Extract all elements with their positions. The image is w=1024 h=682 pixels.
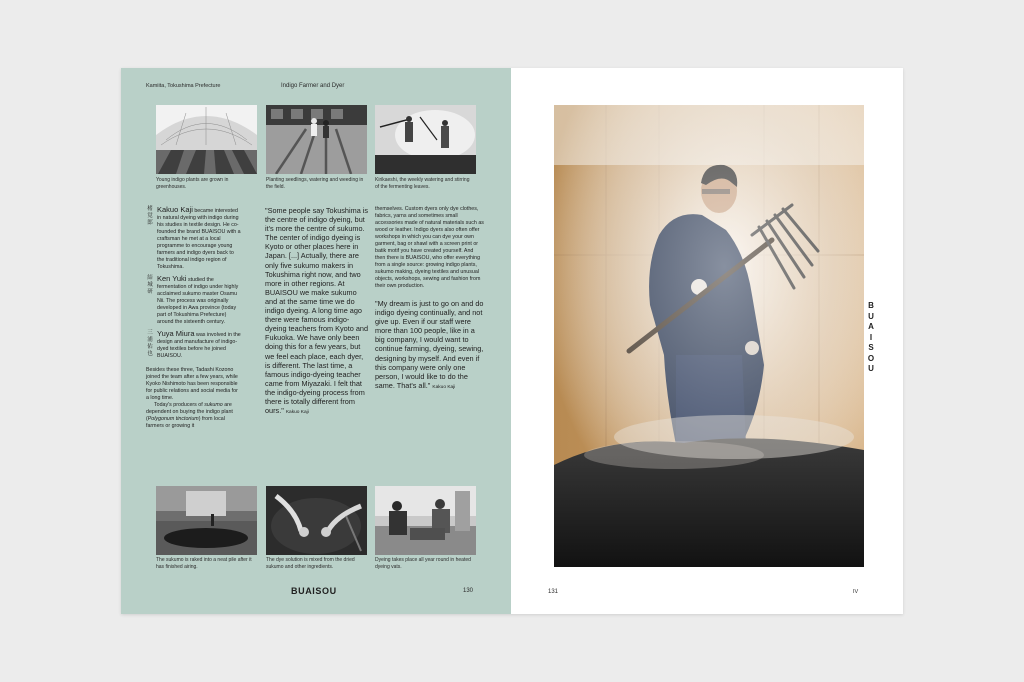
text-column-3 bbox=[375, 206, 485, 392]
caption-field-planting: Planting seedlings, watering and weeding in the field. bbox=[266, 177, 364, 190]
field-planting-photo bbox=[266, 105, 367, 174]
dyeing-vats-photo bbox=[375, 486, 476, 555]
caption-kirikaeshi: Kirikaeshi, the weekly watering and stirring of the fermenting leaves. bbox=[375, 177, 470, 190]
bio-name: Kakuo Kaji bbox=[157, 205, 193, 214]
running-head-location: Kamiita, Tokushima Prefecture bbox=[146, 83, 221, 89]
bio-ken-yuki bbox=[146, 275, 241, 326]
dye-mixing-photo bbox=[266, 486, 367, 555]
bio-text: was involved in the design and manufacture of indigo-dyed textiles before he joined BUAISOU. bbox=[157, 332, 241, 359]
quote-attribution: Kakuo Kaji bbox=[285, 410, 309, 416]
kanji-name-ken-yuki: 結 城 研 bbox=[147, 275, 153, 295]
sukumo-pile-photo bbox=[156, 486, 257, 555]
vertical-brand-title: B U A I S O U bbox=[867, 301, 875, 373]
bio-name: Yuya Miura bbox=[157, 329, 195, 338]
right-page bbox=[511, 68, 903, 614]
page-number-right: 131 bbox=[548, 589, 559, 595]
text-column-1 bbox=[146, 206, 241, 430]
chapter-numeral: IV bbox=[853, 589, 859, 595]
team-paragraph: Besides these three, Tadashi Kozono joined the team after a few years, while Kyoko Nishimoto has been responsible for public relations and social media for a long time. bbox=[146, 367, 238, 401]
quote-attribution: Kakuo Kaji bbox=[432, 384, 456, 390]
text-column-2 bbox=[265, 206, 369, 417]
running-head-title: Indigo Farmer and Dyer bbox=[281, 83, 345, 89]
kanji-name-kakuo-kaji: 楮 覚 郎 bbox=[147, 206, 153, 226]
bio-yuya-miura bbox=[146, 330, 241, 360]
pull-quote-kaji: "Some people say Tokushima is the centre of indigo dyeing, but it's more the centre of sukumo. The center of indigo dyeing is Kyoto or other places here in Japan. [...] Actually, there are only five sukumo makers in Tokushima right now, and two more in other regions. At BUAISOU we make sukumo and at the same time we do indigo dyeing. A long time ago there were famous indigo-dyeing teachers from Kyoto and Fukuoka. We have only been doing this for a few years, but we feel each place, each dyer, is different. The last time, a famous indigo-dyeing teacher came from Miyazaki. I felt that the indigo-dyeing process from there is totally different from ours." Kakuo Kaji bbox=[265, 206, 369, 416]
buaisou-paragraph: themselves. Custom dyers only dye clothes, fabrics, yarns and sometimes small accessories made of natural materials such as wood or leather. Indigo dyers also often offer workshops in which you can dye your own garment, bag or shawl with a screen print or batik motif you have created yourself. And then there is BUAISOU, who offer everything from a single source: growing indigo plants, sukumo making, dyeing textiles and unusual objects, workshops, sewing and fashion from their own production. bbox=[375, 206, 484, 289]
kirikaeshi-photo bbox=[375, 105, 476, 174]
caption-greenhouse: Young indigo plants are grown in greenhouses. bbox=[156, 177, 229, 190]
producers-paragraph: Today's producers of sukumo are dependent on buying the indigo plant (Polygonum tinctorium) from local farmers or growing it bbox=[146, 402, 233, 429]
bio-name: Ken Yuki bbox=[157, 274, 187, 283]
bio-text: studied the fermentation of indigo under highly acclaimed sukumo master Osamu Nii. The process was originally developed in Awa province (today part of Tokushima Prefecture) around the sixteenth century. bbox=[157, 277, 239, 325]
caption-sukumo-pile: The sukumo is raked into a neat pile after it has finished airing. bbox=[156, 557, 252, 570]
indigo-dyer-main-photo bbox=[554, 105, 864, 567]
left-page bbox=[121, 68, 511, 614]
kanji-name-yuya-miura: 三 浦 佑 也 bbox=[147, 330, 153, 357]
bio-kakuo-kaji bbox=[146, 206, 241, 271]
page-number-left: 130 bbox=[463, 588, 474, 594]
bio-text: became interested in natural dyeing with indigo during his studies in textile design. He co-founded the brand BUAISOU with a craftsman he met at a local programme to encourage young farmers and indigo dyers back to the traditional indigo region of Tokushima. bbox=[157, 208, 241, 270]
caption-dye-mixing: The dye solution is mixed from the dried sukumo and other ingredients. bbox=[266, 557, 355, 570]
magazine-spread bbox=[121, 68, 903, 614]
pull-quote-dream: "My dream is just to go on and do indigo dyeing continually, and not give up. Even if our staff were more than 100 people, like in a big company, I would want to continue farming, dyeing, sewing, designing by myself. And even if this company were only one person, I would like to do the same. That's all." Kakuo Kaji bbox=[375, 299, 484, 390]
footer-brand: BUAISOU bbox=[291, 586, 337, 596]
caption-dyeing-vats: Dyeing takes place all year round in heated dyeing vats. bbox=[375, 557, 471, 570]
greenhouse-photo bbox=[156, 105, 257, 174]
